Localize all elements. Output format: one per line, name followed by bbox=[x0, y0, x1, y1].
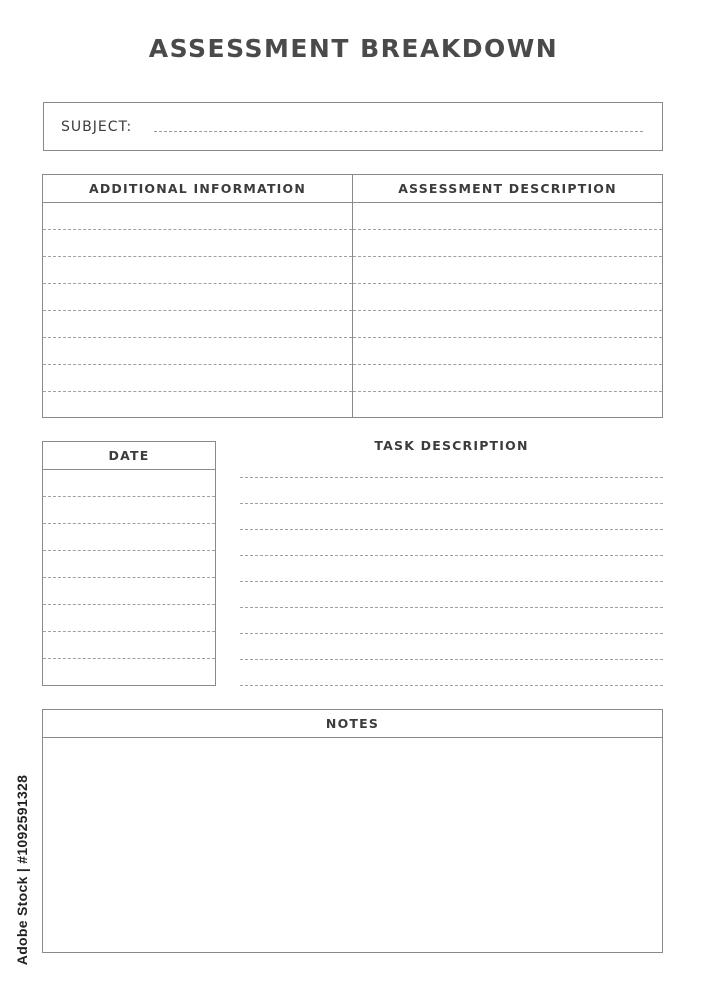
date-header: DATE bbox=[43, 442, 215, 470]
task-description-line[interactable] bbox=[240, 685, 663, 686]
page-title: ASSESSMENT BREAKDOWN bbox=[148, 34, 559, 63]
additional-information-line[interactable] bbox=[43, 283, 352, 284]
task-description-line[interactable] bbox=[240, 607, 663, 608]
task-description-header: TASK DESCRIPTION bbox=[374, 438, 529, 453]
task-description-line[interactable] bbox=[240, 581, 663, 582]
assessment-description-line[interactable] bbox=[353, 256, 662, 257]
date-line[interactable] bbox=[43, 658, 215, 659]
date-line[interactable] bbox=[43, 631, 215, 632]
assessment-description-header: ASSESSMENT DESCRIPTION bbox=[353, 175, 662, 203]
stock-id-watermark bbox=[11, 755, 33, 985]
notes-area[interactable] bbox=[43, 738, 662, 952]
notes-box bbox=[42, 709, 663, 953]
task-description-line[interactable] bbox=[240, 555, 663, 556]
task-description-line[interactable] bbox=[240, 529, 663, 530]
assessment-description-line[interactable] bbox=[353, 310, 662, 311]
date-column bbox=[42, 441, 216, 686]
additional-information-line[interactable] bbox=[43, 256, 352, 257]
task-description-line[interactable] bbox=[240, 477, 663, 478]
date-line[interactable] bbox=[43, 577, 215, 578]
additional-information-line[interactable] bbox=[43, 391, 352, 392]
assessment-description-column bbox=[353, 175, 662, 417]
assessment-description-line[interactable] bbox=[353, 391, 662, 392]
additional-information-line[interactable] bbox=[43, 337, 352, 338]
stock-id-text: Adobe Stock | #1092591328 bbox=[14, 774, 30, 966]
subject-label: SUBJECT: bbox=[61, 119, 133, 135]
additional-information-line[interactable] bbox=[43, 310, 352, 311]
assessment-description-line[interactable] bbox=[353, 364, 662, 365]
task-description-area bbox=[240, 436, 663, 688]
date-line[interactable] bbox=[43, 523, 215, 524]
additional-information-line[interactable] bbox=[43, 364, 352, 365]
assessment-description-line[interactable] bbox=[353, 283, 662, 284]
additional-information-header: ADDITIONAL INFORMATION bbox=[43, 175, 352, 203]
additional-information-column bbox=[43, 175, 353, 417]
assessment-description-line[interactable] bbox=[353, 229, 662, 230]
info-table bbox=[42, 174, 663, 418]
notes-header: NOTES bbox=[43, 710, 662, 738]
additional-information-line[interactable] bbox=[43, 229, 352, 230]
date-line[interactable] bbox=[43, 550, 215, 551]
assessment-description-line[interactable] bbox=[353, 337, 662, 338]
date-line[interactable] bbox=[43, 496, 215, 497]
task-description-line[interactable] bbox=[240, 659, 663, 660]
task-description-line[interactable] bbox=[240, 503, 663, 504]
task-description-line[interactable] bbox=[240, 633, 663, 634]
subject-write-line[interactable] bbox=[154, 131, 643, 132]
date-line[interactable] bbox=[43, 604, 215, 605]
subject-field[interactable] bbox=[43, 102, 663, 151]
